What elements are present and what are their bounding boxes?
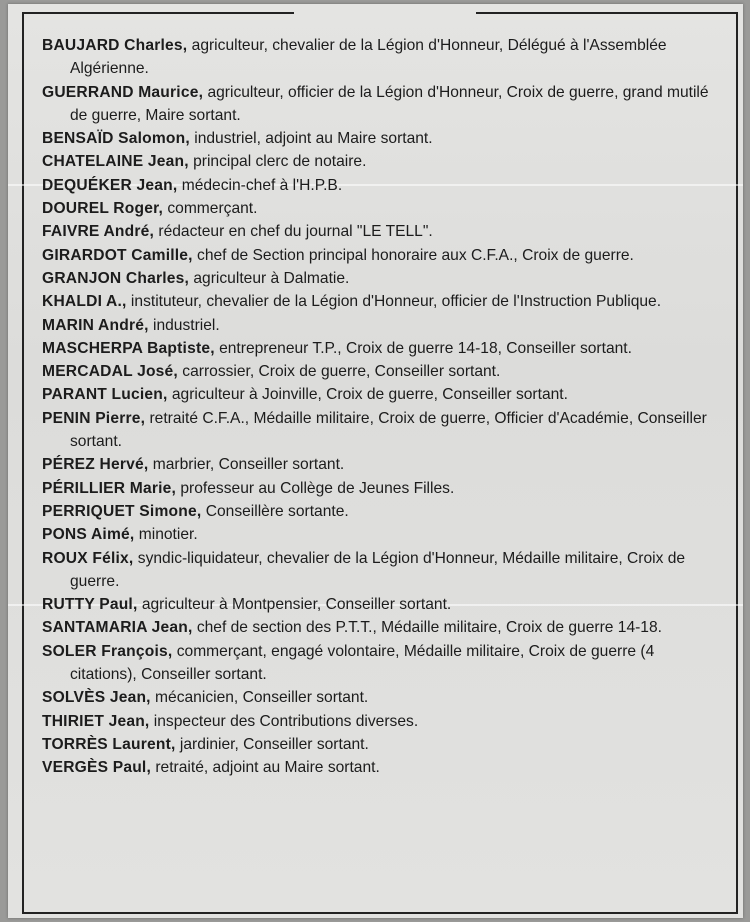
list-item (42, 523, 722, 546)
border-top-right (476, 12, 736, 14)
list-item (42, 407, 722, 454)
candidate-description: syndic-liquidateur, chevalier de la Légion d'Honneur, Médaille militaire, Croix de guerre. (70, 549, 686, 590)
list-item (42, 710, 722, 733)
candidate-description: agriculteur à Joinville, Croix de guerre, Conseiller sortant. (167, 386, 568, 404)
candidate-name: RUTTY Paul, (42, 596, 138, 614)
border-top-left (24, 12, 294, 14)
candidate-description: marbrier, Conseiller sortant. (148, 456, 345, 474)
candidate-name: TORRÈS Laurent, (42, 735, 176, 753)
list-item (42, 174, 722, 197)
candidate-description: industriel. (148, 316, 220, 334)
candidate-name: SOLVÈS Jean, (42, 689, 151, 707)
candidate-name: ROUX Félix, (42, 549, 134, 567)
candidate-name: SOLER François, (42, 642, 173, 660)
candidate-description: jardinier, Conseiller sortant. (175, 735, 369, 753)
list-item (42, 640, 722, 687)
candidate-description: chef de section des P.T.T., Médaille militaire, Croix de guerre 14-18. (192, 619, 662, 637)
candidate-description: Conseillère sortante. (201, 502, 349, 520)
candidate-name: BAUJARD Charles, (42, 37, 188, 54)
candidate-description: commerçant. (163, 200, 258, 218)
candidate-name: KHALDI A., (42, 293, 127, 311)
candidate-description: agriculteur, chevalier de la Légion d'Honneur, Délégué à l'Assemblée Algérienne. (70, 37, 667, 78)
candidate-name: PONS Aimé, (42, 526, 135, 544)
candidate-name: MASCHERPA Baptiste, (42, 339, 215, 357)
candidate-description: agriculteur à Dalmatie. (189, 269, 350, 287)
list-item (42, 314, 722, 337)
candidate-name: CHATELAINE Jean, (42, 153, 189, 171)
candidate-name: BENSAÏD Salomon, (42, 130, 190, 148)
candidate-description: instituteur, chevalier de la Légion d'Honneur, officier de l'Instruction Publique. (126, 293, 662, 311)
candidate-name: PERRIQUET Simone, (42, 502, 202, 520)
candidate-description: agriculteur, officier de la Légion d'Honneur, Croix de guerre, grand mutilé de guerre, Maire sortant. (70, 83, 709, 124)
list-item (42, 81, 722, 128)
candidate-name: FAIVRE André, (42, 223, 155, 241)
list-item (42, 290, 722, 313)
newspaper-clipping (8, 4, 743, 918)
list-item (42, 686, 722, 709)
list-item (42, 593, 722, 616)
list-item (42, 337, 722, 360)
candidate-description: chef de Section principal honoraire aux C.F.A., Croix de guerre. (192, 246, 634, 264)
candidate-description: mécanicien, Conseiller sortant. (150, 689, 369, 707)
candidate-description: agriculteur à Montpensier, Conseiller sortant. (137, 596, 452, 614)
list-item (42, 360, 722, 383)
candidate-description: commerçant, engagé volontaire, Médaille militaire, Croix de guerre (4 citations), Conseiller sortant. (70, 642, 655, 684)
candidate-name: PÉREZ Hervé, (42, 456, 149, 474)
list-item (42, 547, 722, 594)
candidate-name: VERGÈS Paul, (42, 759, 151, 777)
candidate-description: médecin-chef à l'H.P.B. (177, 176, 343, 194)
list-item (42, 733, 722, 756)
list-item (42, 500, 722, 523)
candidate-name: PÉRILLIER Marie, (42, 479, 177, 497)
list-item (42, 150, 722, 173)
list-item (42, 383, 722, 406)
list-item (42, 244, 722, 267)
list-item (42, 453, 722, 476)
candidate-description: rédacteur en chef du journal "LE TELL". (154, 223, 433, 241)
candidate-name: MARIN André, (42, 316, 149, 334)
candidate-description: entrepreneur T.P., Croix de guerre 14-18, Conseiller sortant. (214, 339, 632, 357)
candidate-list (42, 34, 722, 780)
candidate-description: minotier. (134, 526, 198, 544)
list-item (42, 477, 722, 500)
list-item (42, 220, 722, 243)
candidate-name: GIRARDOT Camille, (42, 246, 193, 264)
candidate-description: retraité, adjoint au Maire sortant. (151, 759, 380, 777)
candidate-description: professeur au Collège de Jeunes Filles. (176, 479, 455, 497)
candidate-name: THIRIET Jean, (42, 712, 150, 730)
candidate-description: inspecteur des Contributions diverses. (149, 712, 419, 730)
candidate-name: DOUREL Roger, (42, 200, 164, 218)
list-item (42, 197, 722, 220)
list-item (42, 34, 722, 81)
candidate-description: retraité C.F.A., Médaille militaire, Croix de guerre, Officier d'Académie, Conseiller sortant. (70, 409, 707, 451)
candidate-name: PARANT Lucien, (42, 386, 168, 404)
list-item (42, 127, 722, 150)
candidate-description: principal clerc de notaire. (188, 153, 367, 171)
candidate-name: SANTAMARIA Jean, (42, 619, 193, 637)
list-item (42, 267, 722, 290)
candidate-name: MERCADAL José, (42, 363, 178, 381)
list-item (42, 616, 722, 639)
list-item (42, 756, 722, 779)
candidate-description: carrossier, Croix de guerre, Conseiller sortant. (177, 363, 501, 381)
candidate-name: GUERRAND Maurice, (42, 83, 204, 101)
candidate-description: industriel, adjoint au Maire sortant. (189, 130, 433, 148)
candidate-name: PENIN Pierre, (42, 409, 146, 427)
candidate-name: GRANJON Charles, (42, 269, 190, 287)
candidate-name: DEQUÉKER Jean, (42, 176, 178, 194)
